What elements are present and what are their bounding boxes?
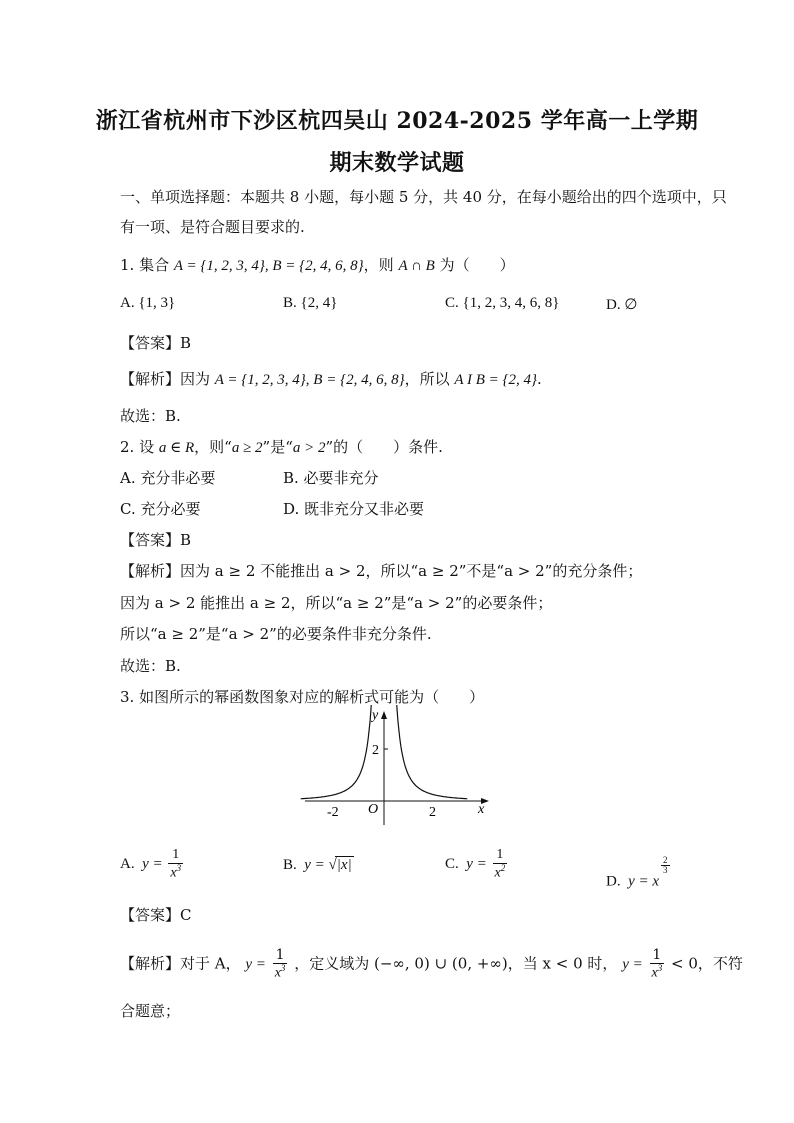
q1-option-d: D. ∅ [606, 297, 638, 313]
section-heading-line1: 一、单项选择题：本题共 8 小题，每小题 5 分，共 40 分，在每小题给出的四个选项中，只 [120, 188, 727, 206]
q1-conclusion: 故选：B. [120, 407, 181, 425]
q3-option-b [283, 856, 354, 874]
q3-analysis-line2: 合题意； [120, 1002, 181, 1020]
y-tick-2-label: 2 [372, 743, 379, 758]
q3-analysis-lhs2: y = [622, 956, 643, 973]
q3-analysis-denominator: $x^3$ [274, 962, 286, 981]
y-axis-arrow [381, 711, 387, 719]
q3-option-b-lhs: y = [304, 857, 325, 873]
q3-analysis-fraction2 [650, 948, 665, 981]
q2-stem-math3: a > 2 [292, 440, 326, 456]
q3-option-b-radicand: |x| [336, 857, 352, 873]
q3-analysis-mid2: < 0，不符 [671, 954, 743, 973]
q2-conclusion: 故选：B. [120, 657, 181, 675]
q3-option-a-exponent: 3 [176, 862, 182, 873]
q1-analysis-math2: A I B = {2, 4} [454, 372, 538, 388]
q1-stem [120, 254, 515, 275]
q2-stem-math2: a ≥ 2 [231, 440, 263, 456]
q3-option-d [606, 856, 672, 890]
q2-answer: 【答案】B [120, 531, 192, 549]
q3-option-d-lhs: y = x [628, 873, 660, 890]
q1-stem-math: A = {1, 2, 3, 4}, B = {2, 4, 6, 8} [173, 258, 364, 274]
q3-option-c-lhs: y = [466, 855, 487, 872]
q2-analysis-line3: 所以“a ≥ 2”是“a > 2”的必要条件非充分条件. [120, 625, 432, 643]
q3-option-c-fraction [493, 848, 508, 881]
q2-option-b: B. 必要非充分 [283, 469, 379, 487]
curve-right-branch [393, 705, 467, 799]
q2-option-a: A. 充分非必要 [120, 469, 216, 487]
q3-analysis-numerator: 1 [273, 948, 288, 964]
q2-stem-mid: ，则“ [194, 438, 232, 456]
q1-analysis [120, 368, 542, 389]
q2-stem-mid2: ”是“ [262, 438, 293, 456]
q3-analysis-lhs: y = [245, 956, 266, 973]
q1-option-b: B. {2, 4} [283, 295, 338, 311]
q2-analysis-line2: 因为 a > 2 能推出 a ≥ 2，所以“a ≥ 2”是“a > 2”的必要条件； [120, 594, 553, 612]
y-axis-label: y [372, 708, 379, 723]
q3-option-b-label: B. [283, 857, 297, 873]
q3-option-a-fraction [168, 848, 183, 881]
q1-stem-end: 为（ ） [434, 256, 515, 274]
sqrt-icon: √ [328, 857, 337, 873]
q1-stem-math2: A ∩ B [398, 258, 435, 274]
q1-analysis-mid: ，所以 [404, 370, 455, 388]
x-tick-2-label: 2 [429, 805, 436, 820]
q3-option-a-lhs: y = [142, 855, 163, 872]
q3-answer: 【答案】C [120, 906, 192, 924]
x-tick-neg2-label: -2 [327, 805, 339, 820]
q2-stem-pre: 2. 设 [120, 438, 159, 456]
q3-option-a-label: A. [120, 855, 135, 872]
power-function-graph [300, 705, 500, 827]
q3-option-d-label: D. [606, 873, 621, 890]
q1-option-a: A. {1, 3} [120, 295, 176, 311]
q2-option-d: D. 既非充分又非必要 [283, 500, 425, 518]
q1-analysis-math: A = {1, 2, 3, 4}, B = {2, 4, 6, 8} [214, 372, 405, 388]
q3-option-a-denominator: $x^3$ [170, 862, 182, 881]
q1-stem-post: ，则 [363, 256, 399, 274]
q2-option-c: C. 充分必要 [120, 500, 201, 518]
q3-option-c-numerator: 1 [493, 848, 508, 864]
origin-label: O [368, 802, 379, 817]
q1-option-c: C. {1, 2, 3, 4, 6, 8} [445, 295, 560, 311]
q3-analysis [120, 948, 743, 981]
document-title-line1: 浙江省杭州市下沙区杭四吴山 2024-2025 学年高一上学期 [95, 108, 699, 134]
section-heading-line2: 有一项、是符合题目要求的. [120, 218, 305, 236]
q1-stem-pre: 1. 集合 [120, 256, 174, 274]
q3-analysis-numerator2: 1 [650, 948, 665, 964]
document-title-line2: 期末数学试题 [329, 150, 465, 176]
x-axis-label: x [478, 802, 485, 817]
q1-answer: 【答案】B [120, 334, 192, 352]
q1-analysis-end: . [537, 370, 542, 388]
q2-stem-end: ”的（ ）条件. [325, 438, 443, 456]
q3-option-c-denominator: $x^2$ [494, 862, 506, 881]
q3-option-a [120, 848, 185, 881]
q2-analysis-line1: 【解析】因为 a ≥ 2 不能推出 a > 2，所以“a ≥ 2”不是“a > 2”的充分条件； [120, 562, 643, 580]
q3-analysis-fraction [273, 948, 288, 981]
q3-stem: 3. 如图所示的幂函数图象对应的解析式可能为（ ） [120, 688, 485, 706]
q3-option-c-exponent: 2 [500, 862, 506, 873]
q3-option-c [445, 848, 509, 881]
q3-analysis-denominator2: $x^3$ [651, 962, 663, 981]
q2-stem [120, 436, 443, 457]
q3-analysis-pre: 【解析】对于 A， [120, 954, 241, 973]
q2-stem-math: a ∈ R [158, 440, 195, 456]
q3-analysis-mid: ，定义域为 (−∞, 0) ∪ (0, +∞)，当 x < 0 时， [294, 954, 618, 973]
curve-left-branch [301, 705, 375, 799]
q3-option-a-numerator: 1 [168, 848, 183, 864]
q3-option-c-label: C. [445, 855, 459, 872]
q3-option-d-exponent: $\frac{2}{3}$ [663, 855, 668, 876]
q1-analysis-pre: 【解析】因为 [120, 370, 215, 388]
